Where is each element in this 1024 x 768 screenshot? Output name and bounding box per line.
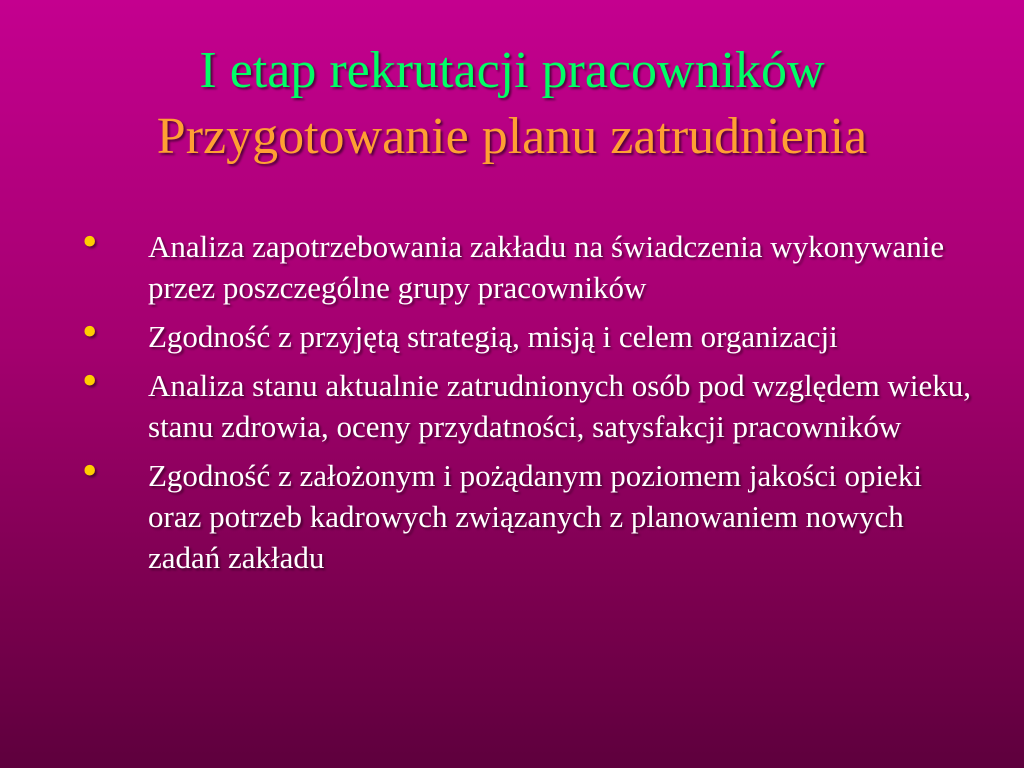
bullet-item: [82, 307, 982, 357]
title-line-2: Przygotowanie planu zatrudnienia: [156, 108, 868, 165]
bullet-item: [82, 217, 982, 308]
bullet-dot-icon: •: [82, 356, 98, 405]
bullet-dot-icon: •: [82, 446, 98, 495]
bullet-text: Analiza stanu aktualnie zatrudnionych osób pod względem wieku, stanu zdrowia, oceny przydatności, satysfakcji pracowników: [148, 368, 971, 444]
bullet-list: [82, 217, 982, 586]
bullet-dot-icon: •: [82, 307, 98, 356]
bullet-item: [82, 356, 982, 447]
bullet-text: Zgodność z przyjętą strategią, misją i celem organizacji: [148, 319, 838, 354]
slide-title: [0, 38, 1024, 170]
bullet-dot-icon: •: [82, 217, 98, 266]
bullet-text: Analiza zapotrzebowania zakładu na świadczenia wykonywanie przez poszczególne grupy pracowników: [148, 229, 945, 305]
bullet-text: Zgodność z założonym i pożądanym poziomem jakości opieki oraz potrzeb kadrowych związanych z planowaniem nowych zadań zakładu: [148, 458, 922, 575]
title-line-1: I etap rekrutacji pracowników: [199, 42, 825, 99]
bullet-item: [82, 446, 982, 578]
